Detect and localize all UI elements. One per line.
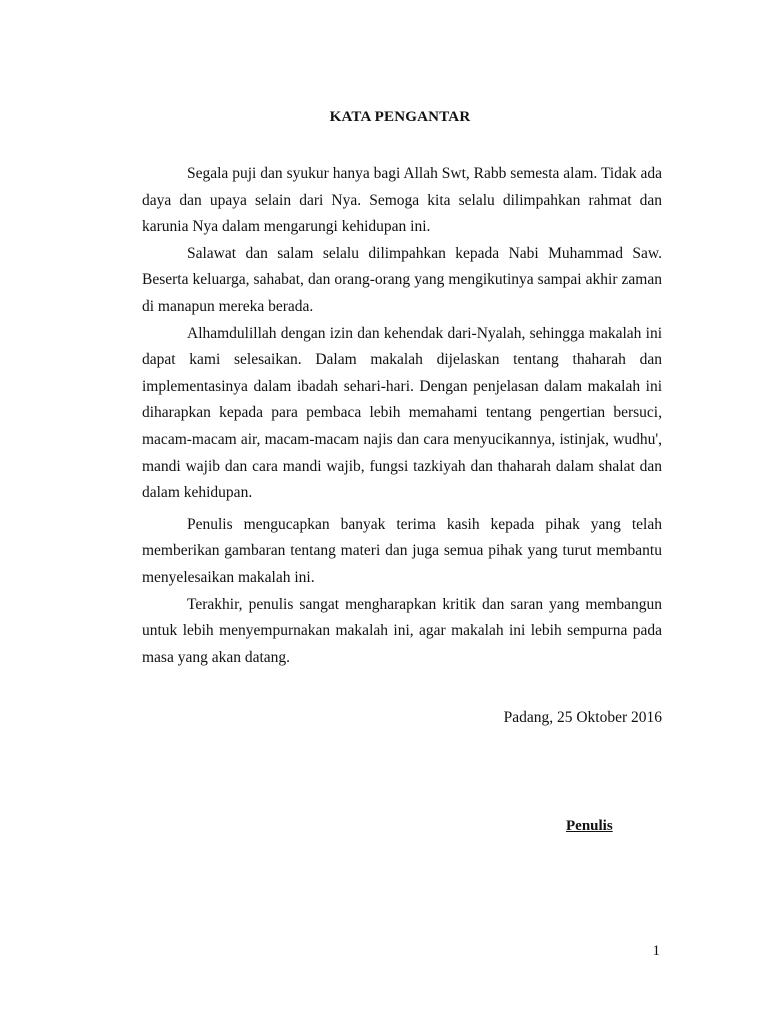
paragraph-salawat: Salawat dan salam selalu dilimpahkan kepada Nabi Muhammad Saw. Beserta keluarga, sahabat, dan orang-orang yang mengikutinya sampai akhir zaman di manapun mereka berada. — [142, 244, 662, 315]
paragraph-thanks: Penulis mengucapkan banyak terima kasih kepada pihak yang telah memberikan gambaran tentang materi dan juga semua pihak yang turut membantu menyelesaikan makalah ini. — [142, 515, 662, 586]
paragraph-opening: Segala puji dan syukur hanya bagi Allah Swt, Rabb semesta alam. Tidak ada daya dan upaya selain dari Nya. Semoga kita selalu dilimpahkan rahmat dan karunia Nya dalam mengarungi kehidupan ini. — [142, 165, 662, 236]
paragraph-alhamdulillah: Alhamdulillah dengan izin dan kehendak dari-Nyalah, sehingga makalah ini dapat kami selesaikan. Dalam makalah dijelaskan tentang thaharah dan implementasinya dalam ibadah sehari-hari. Dengan penjelasan dalam makalah ini diharapkan kepada para pembaca lebih memahami tentang pengertian bersuci, macam-macam air, macam-macam najis dan cara menyucikannya, istinjak, wudhu', mandi wajib dan cara mandi wajib, fungsi tazkiyah dan thaharah dalam shalat dan dalam kehidupan. — [142, 324, 662, 502]
place-date: Padang, 25 Oktober 2016 — [503, 709, 662, 726]
page-number: 1 — [652, 943, 660, 959]
document-body — [142, 161, 662, 671]
paragraph-closing: Terakhir, penulis sangat mengharapkan kritik dan saran yang membangun untuk lebih menyempurnakan makalah ini, agar makalah ini lebih sempurna pada masa yang akan datang. — [142, 595, 662, 666]
page-title: KATA PENGANTAR — [329, 109, 471, 125]
author-signature: Penulis — [566, 818, 613, 834]
